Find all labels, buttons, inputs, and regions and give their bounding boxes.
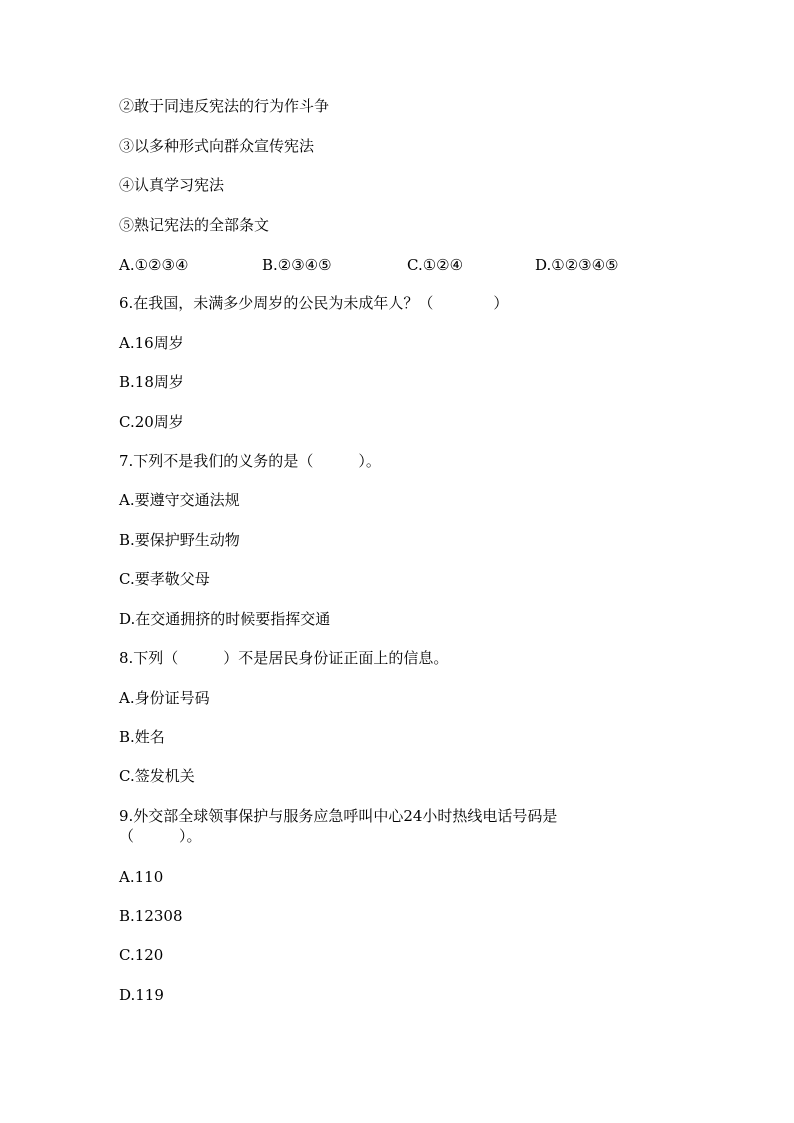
q5-option-a: A.①②③④	[119, 256, 189, 274]
q5-option-c: C.①②④	[407, 256, 464, 274]
q5-option-d: D.①②③④⑤	[535, 256, 619, 274]
q9-option-d: D.119	[119, 986, 164, 1004]
q9-option-c: C.120	[119, 946, 164, 964]
q7-option-c: C.要孝敬父母	[119, 570, 210, 588]
q5-statement-4: ④认真学习宪法	[119, 176, 225, 194]
q7-option-d: D.在交通拥挤的时候要指挥交通	[119, 610, 331, 628]
q9-option-b: B.12308	[119, 907, 183, 925]
q6-stem: 6.在我国，未满多少周岁的公民为未成年人？（ ）	[119, 294, 509, 312]
q8-option-c: C.签发机关	[119, 767, 195, 785]
q9-option-a: A.110	[119, 868, 164, 886]
q6-option-a: A.16周岁	[119, 334, 184, 352]
q5-statement-5: ⑤熟记宪法的全部条文	[119, 216, 270, 234]
q5-statement-3: ③以多种形式向群众宣传宪法	[119, 137, 315, 155]
q9-stem-line-1: 9.外交部全球领事保护与服务应急呼叫中心24小时热线电话号码是	[119, 807, 558, 825]
q7-stem: 7.下列不是我们的义务的是（ ）。	[119, 452, 381, 470]
q5-options	[119, 255, 679, 275]
q5-statement-2: ②敢于同违反宪法的行为作斗争	[119, 97, 330, 115]
q7-option-a: A.要遵守交通法规	[119, 491, 240, 509]
q8-stem: 8.下列（ ）不是居民身份证正面上的信息。	[119, 649, 449, 667]
q6-option-c: C.20周岁	[119, 413, 184, 431]
q6-option-b: B.18周岁	[119, 373, 184, 391]
q9-stem-line-2: （ ）。	[119, 827, 202, 845]
q8-option-b: B.姓名	[119, 728, 165, 746]
q8-option-a: A.身份证号码	[119, 689, 210, 707]
q5-option-b: B.②③④⑤	[262, 256, 332, 274]
q7-option-b: B.要保护野生动物	[119, 531, 240, 549]
